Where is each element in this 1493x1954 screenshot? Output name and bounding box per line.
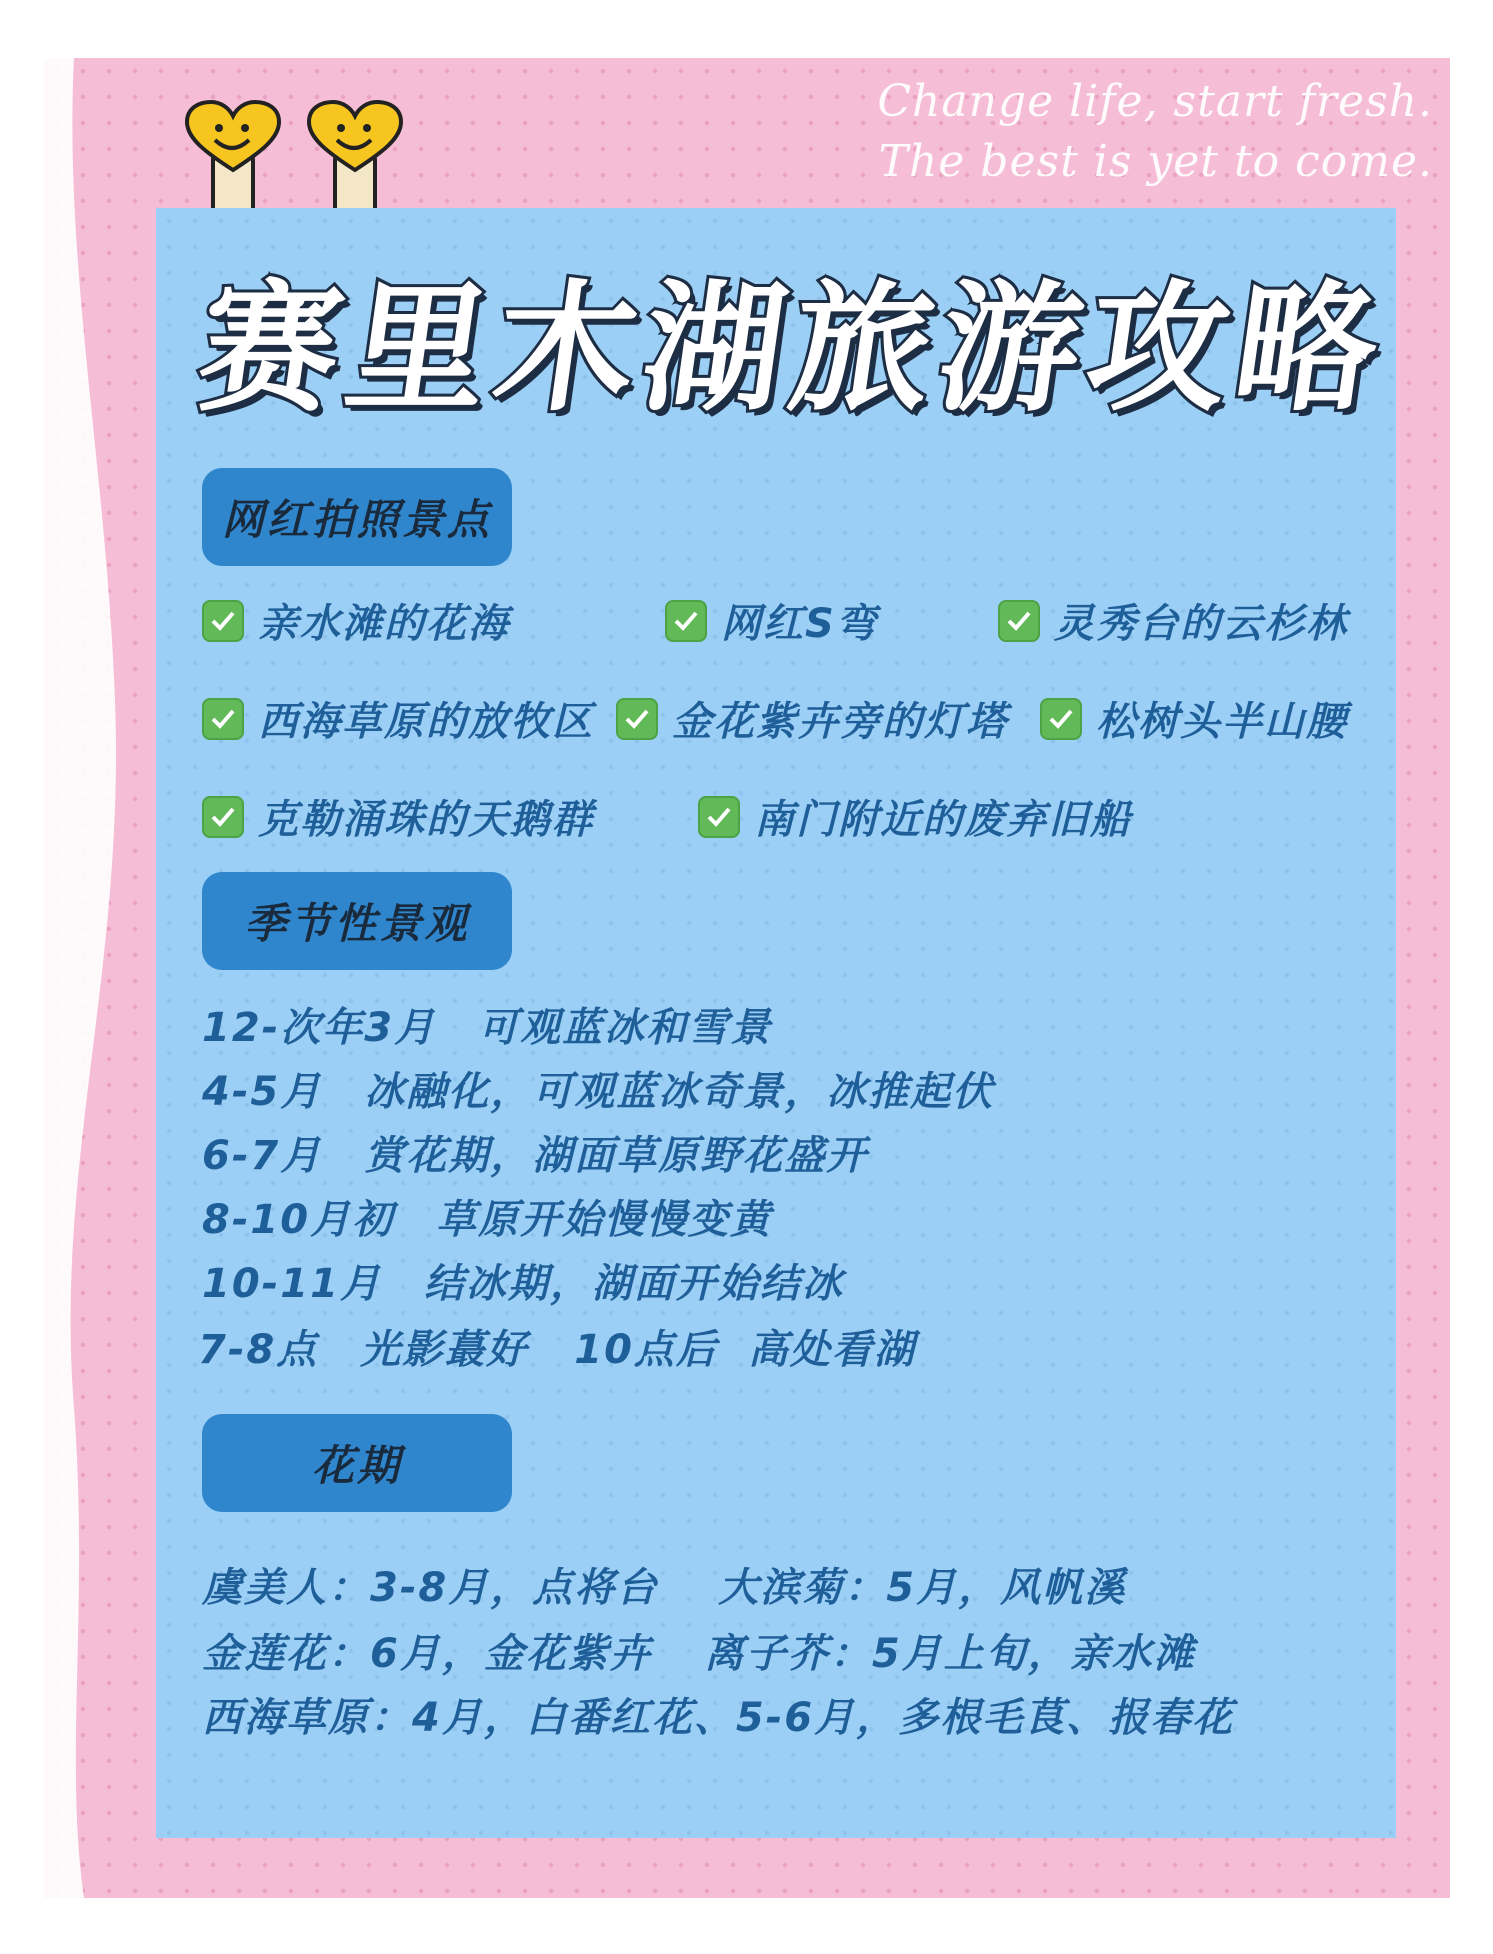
heart-smiley-mascots <box>185 100 435 215</box>
season-desc: 冰融化，可观蓝冰奇景，冰推起伏 <box>364 1069 995 1115</box>
checkmark-icon <box>202 796 244 838</box>
checkmark-icon <box>1040 698 1082 740</box>
page-title: 赛里木湖旅游攻略 <box>188 268 1396 431</box>
season-time: 7-8点 <box>198 1327 319 1373</box>
checkmark-icon <box>665 600 707 642</box>
season-time: 6-7月 <box>202 1133 323 1179</box>
season-time: 8-10月初 <box>202 1197 395 1243</box>
spot-item <box>1040 690 1348 747</box>
spot-label: 松树头半山腰 <box>1096 699 1348 745</box>
flower-entry: 金莲花：6月，金花紫卉 <box>202 1631 652 1677</box>
spot-label: 西海草原的放牧区 <box>258 699 594 745</box>
checkmark-icon <box>998 600 1040 642</box>
spot-item <box>998 592 1348 649</box>
spot-label: 亲水滩的花海 <box>258 601 510 647</box>
season-time: 10点后 <box>574 1327 718 1373</box>
spot-label: 南门附近的废弃旧船 <box>754 797 1132 843</box>
flower-entry: 离子芥：5月上旬，亲水滩 <box>703 1631 1196 1677</box>
season-row <box>202 1188 772 1245</box>
motto-line-1: Change life, start fresh. <box>877 76 1433 127</box>
season-desc: 结冰期，湖面开始结冰 <box>423 1261 844 1307</box>
spot-item <box>616 690 1008 747</box>
checkmark-icon <box>616 698 658 740</box>
checkmark-icon <box>202 698 244 740</box>
season-desc: 草原开始慢慢变黄 <box>436 1197 773 1243</box>
motto-text <box>877 72 1433 192</box>
spot-label: 金花紫卉旁的灯塔 <box>672 699 1008 745</box>
spot-item <box>202 690 594 747</box>
season-time: 10-11月 <box>202 1261 382 1307</box>
motto-line-2: The best is yet to come. <box>878 136 1433 187</box>
flower-row <box>202 1622 1196 1679</box>
season-desc: 可观蓝冰和雪景 <box>478 1005 773 1051</box>
section-tag-spots: 网红拍照景点 <box>202 468 512 566</box>
season-desc: 高处看湖 <box>747 1327 916 1373</box>
spot-label: 灵秀台的云杉林 <box>1054 601 1348 647</box>
section-tag-seasons: 季节性景观 <box>202 872 512 970</box>
checkmark-icon <box>698 796 740 838</box>
season-time: 12-次年3月 <box>202 1005 437 1051</box>
season-row <box>202 1060 994 1117</box>
spot-item <box>202 788 594 845</box>
flower-entry: 大滨菊：5月，风帆溪 <box>718 1565 1127 1611</box>
spot-label: 克勒涌珠的天鹅群 <box>258 797 594 843</box>
spot-item <box>698 788 1132 845</box>
season-time: 4-5月 <box>202 1069 323 1115</box>
heart-smiley-icon <box>187 102 279 215</box>
heart-smiley-icon <box>309 102 401 215</box>
checkmark-icon <box>202 600 244 642</box>
flower-row <box>202 1556 1126 1613</box>
season-desc: 光影蕞好 <box>360 1327 529 1373</box>
season-row <box>202 1124 868 1181</box>
spot-item <box>665 592 878 649</box>
spot-item <box>202 592 510 649</box>
wavy-white-edge <box>44 58 164 1898</box>
flower-entry: 西海草原：4月，白番红花、5-6月，多根毛茛、报春花 <box>202 1695 1235 1741</box>
season-row <box>202 1252 844 1309</box>
season-desc: 赏花期，湖面草原野花盛开 <box>364 1133 869 1179</box>
section-tag-flowers: 花期 <box>202 1414 512 1512</box>
season-row <box>202 996 772 1053</box>
season-row <box>198 1318 916 1375</box>
spot-label: 网红S弯 <box>721 601 878 647</box>
flower-entry: 虞美人：3-8月，点将台 <box>202 1565 659 1611</box>
flower-row <box>202 1686 1234 1743</box>
